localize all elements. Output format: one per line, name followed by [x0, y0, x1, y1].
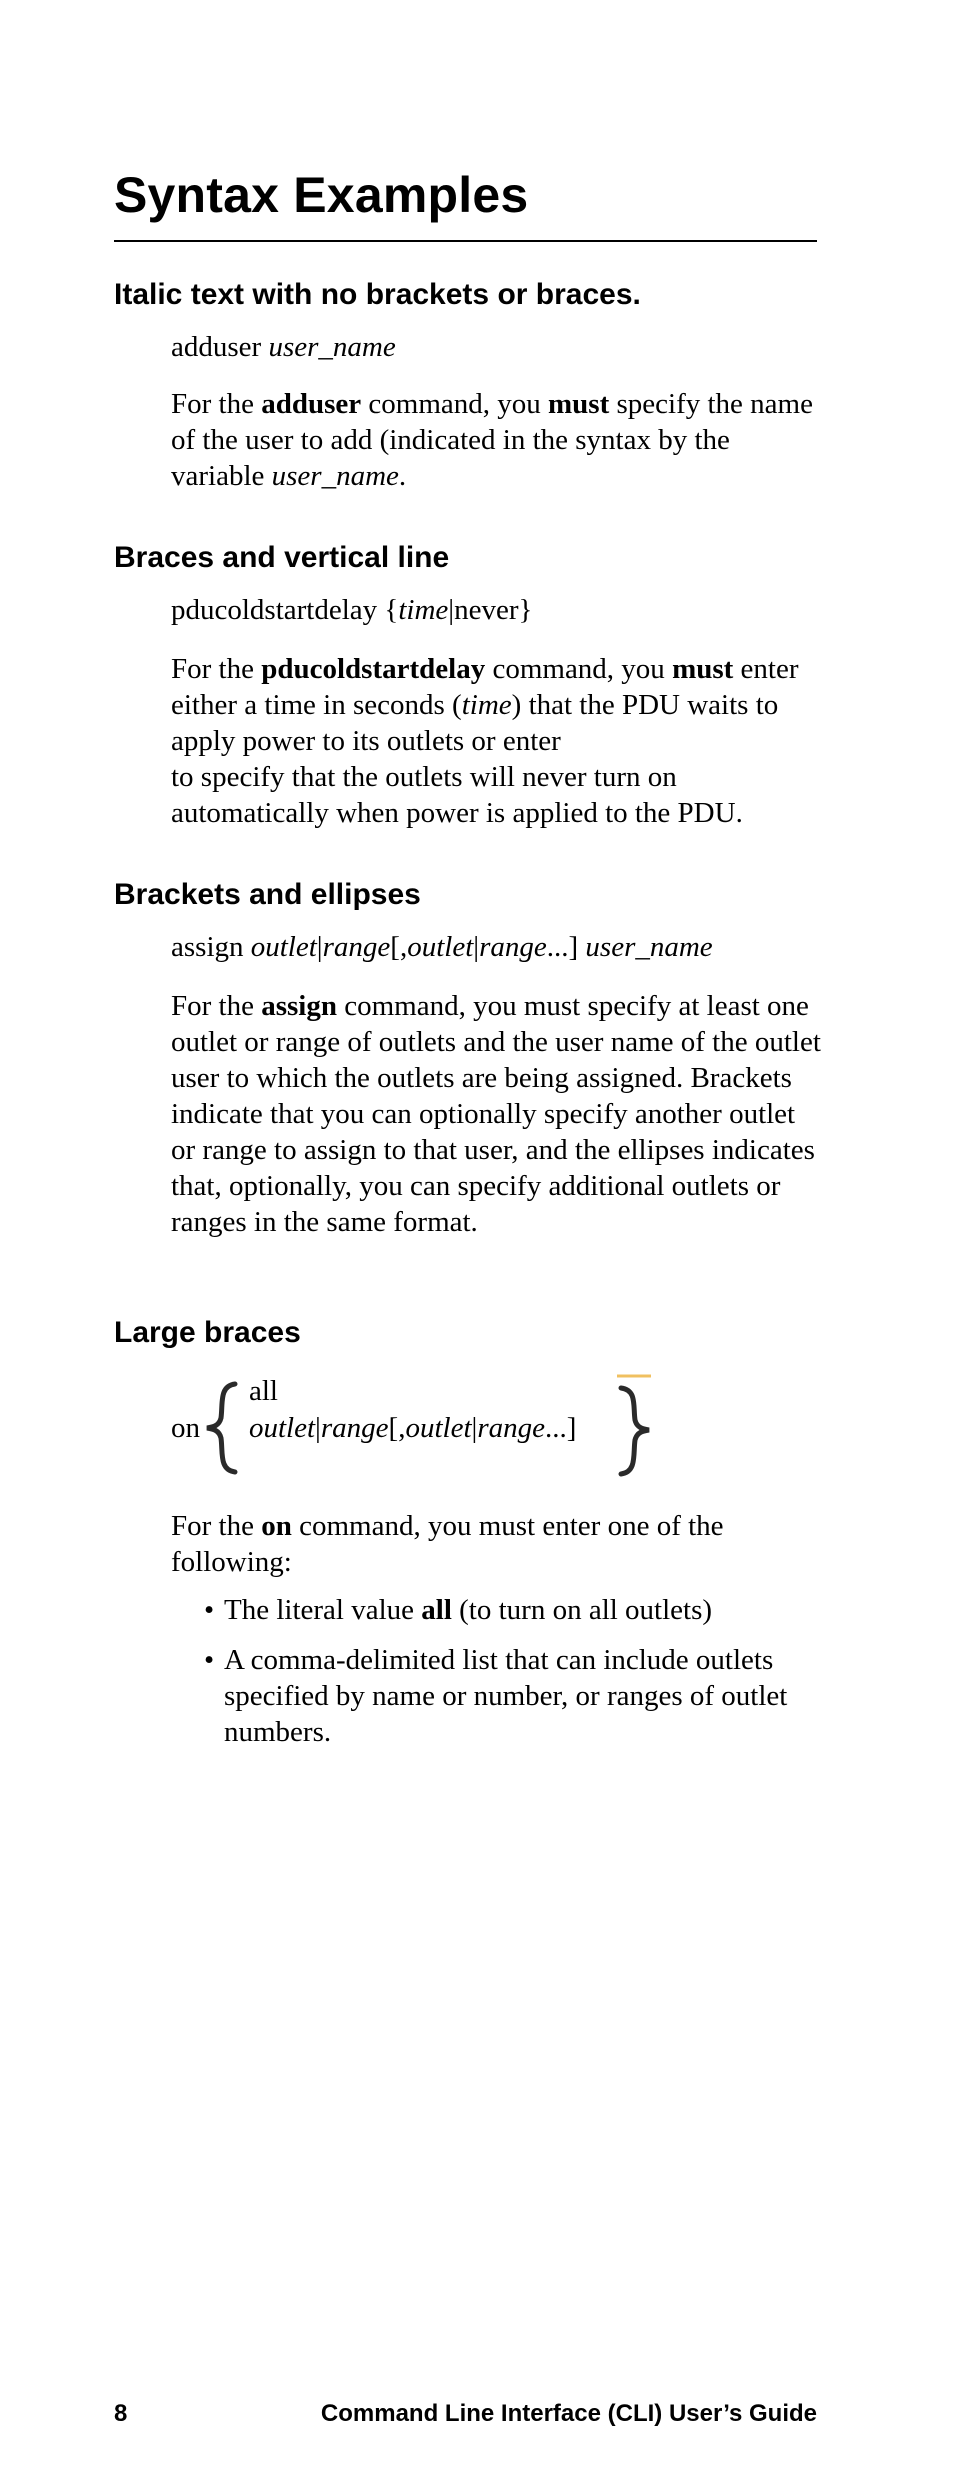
syntax-variable: outlet — [250, 931, 317, 963]
italic-variable: time — [461, 689, 512, 721]
list-item — [204, 1642, 824, 1750]
text-run: For the — [171, 653, 262, 685]
text-run: For the — [171, 990, 262, 1022]
paragraph-assign — [171, 988, 821, 1240]
syntax-variable: outlet — [249, 1412, 316, 1444]
left-brace-icon — [201, 1380, 245, 1476]
syntax-command: adduser — [171, 331, 262, 363]
syntax-ellipsis-bracket: ...] — [546, 931, 586, 963]
section-heading-italic-text: Italic text with no brackets or braces. — [114, 278, 641, 311]
italic-variable: user_name — [271, 460, 399, 492]
syntax-pducoldstartdelay — [171, 596, 532, 625]
section-heading-large-braces: Large braces — [114, 1316, 301, 1349]
text-run: For the — [171, 388, 262, 420]
syntax-variable: range — [479, 931, 547, 963]
text-run: . — [398, 460, 407, 492]
section-heading-brackets: Brackets and ellipses — [114, 878, 421, 911]
syntax-separator: | — [315, 1412, 321, 1444]
text-run: For the — [171, 1510, 262, 1542]
right-brace-icon — [611, 1370, 655, 1480]
syntax-brace-close: } — [518, 594, 533, 626]
syntax-bracket-open: [, — [388, 1412, 406, 1444]
bold-must: must — [672, 653, 734, 685]
syntax-adduser — [171, 333, 396, 362]
syntax-on-large-braces — [171, 1370, 651, 1480]
title-rule — [114, 240, 817, 242]
syntax-separator: | — [316, 931, 323, 963]
syntax-assign — [171, 933, 713, 962]
bold-command: adduser — [261, 388, 362, 420]
syntax-bracket-open: [, — [390, 931, 408, 963]
syntax-separator: | — [473, 931, 480, 963]
text-run: command, you must specify at least one outlet or range of outlets and the user name of the outlet user to which the outlets are being assigned. Brackets indicate that you can optionally specify another outlet or range to assign to that user, and the ellipses indicates that, optionally, you can specify additional outlets or ranges in the same format. — [171, 990, 821, 1238]
text-run: enter either a time in seconds ( — [171, 653, 799, 721]
bold-command: on — [261, 1510, 292, 1542]
text-run: command, you must enter one of the following: — [171, 1510, 724, 1578]
text-run: to specify that the outlets will never turn on automatically when power is applied to the PDU. — [171, 761, 743, 829]
syntax-command: assign — [171, 931, 251, 963]
text-run: command, you — [485, 653, 673, 685]
syntax-separator: | — [471, 1412, 478, 1444]
syntax-ellipsis-bracket: ...] — [544, 1412, 577, 1444]
paragraph-pducoldstartdelay — [171, 651, 811, 831]
syntax-variable: user_name — [268, 331, 396, 363]
syntax-variable: outlet — [405, 1412, 472, 1444]
section-heading-braces: Braces and vertical line — [114, 541, 450, 574]
text-run: A comma-delimited list that can include outlets specified by name or number, or ranges of outlet numbers. — [224, 1644, 788, 1748]
page-number: 8 — [114, 2400, 128, 2427]
syntax-variable: outlet — [407, 931, 474, 963]
text-run: ) that the PDU waits to apply power to its outlets or enter — [171, 689, 779, 757]
syntax-separator: | — [448, 594, 455, 626]
syntax-variable: range — [477, 1412, 545, 1444]
syntax-literal-all: all — [249, 1375, 278, 1407]
bold-command: pducoldstartdelay — [261, 653, 486, 685]
text-run: specify the name of the user to add (indicated in the syntax by the variable — [171, 388, 813, 492]
syntax-variable: range — [320, 1412, 389, 1444]
paragraph-on — [171, 1508, 821, 1580]
bold-command: assign — [261, 990, 337, 1022]
syntax-variable: range — [322, 931, 391, 963]
syntax-brace-open: { — [377, 594, 399, 626]
list-item — [204, 1592, 824, 1628]
syntax-command: pducoldstartdelay — [171, 594, 378, 626]
page-title: Syntax Examples — [114, 167, 529, 223]
footer-guide-title: Command Line Interface (CLI) User’s Guide — [320, 2400, 817, 2427]
bold-literal: all — [421, 1594, 452, 1626]
syntax-variable: time — [398, 594, 449, 626]
text-run: The literal value — [224, 1594, 422, 1626]
syntax-outlet-range — [249, 1412, 576, 1445]
text-run: (to turn on all outlets) — [451, 1594, 713, 1626]
bold-must: must — [548, 388, 610, 420]
paragraph-adduser — [171, 386, 821, 494]
syntax-variable: user_name — [585, 931, 713, 963]
text-run: command, you — [361, 388, 548, 420]
bullet-icon: • — [204, 1594, 215, 1626]
syntax-command: on — [171, 1412, 200, 1444]
syntax-literal: never — [454, 594, 519, 626]
bullet-icon: • — [204, 1644, 215, 1676]
